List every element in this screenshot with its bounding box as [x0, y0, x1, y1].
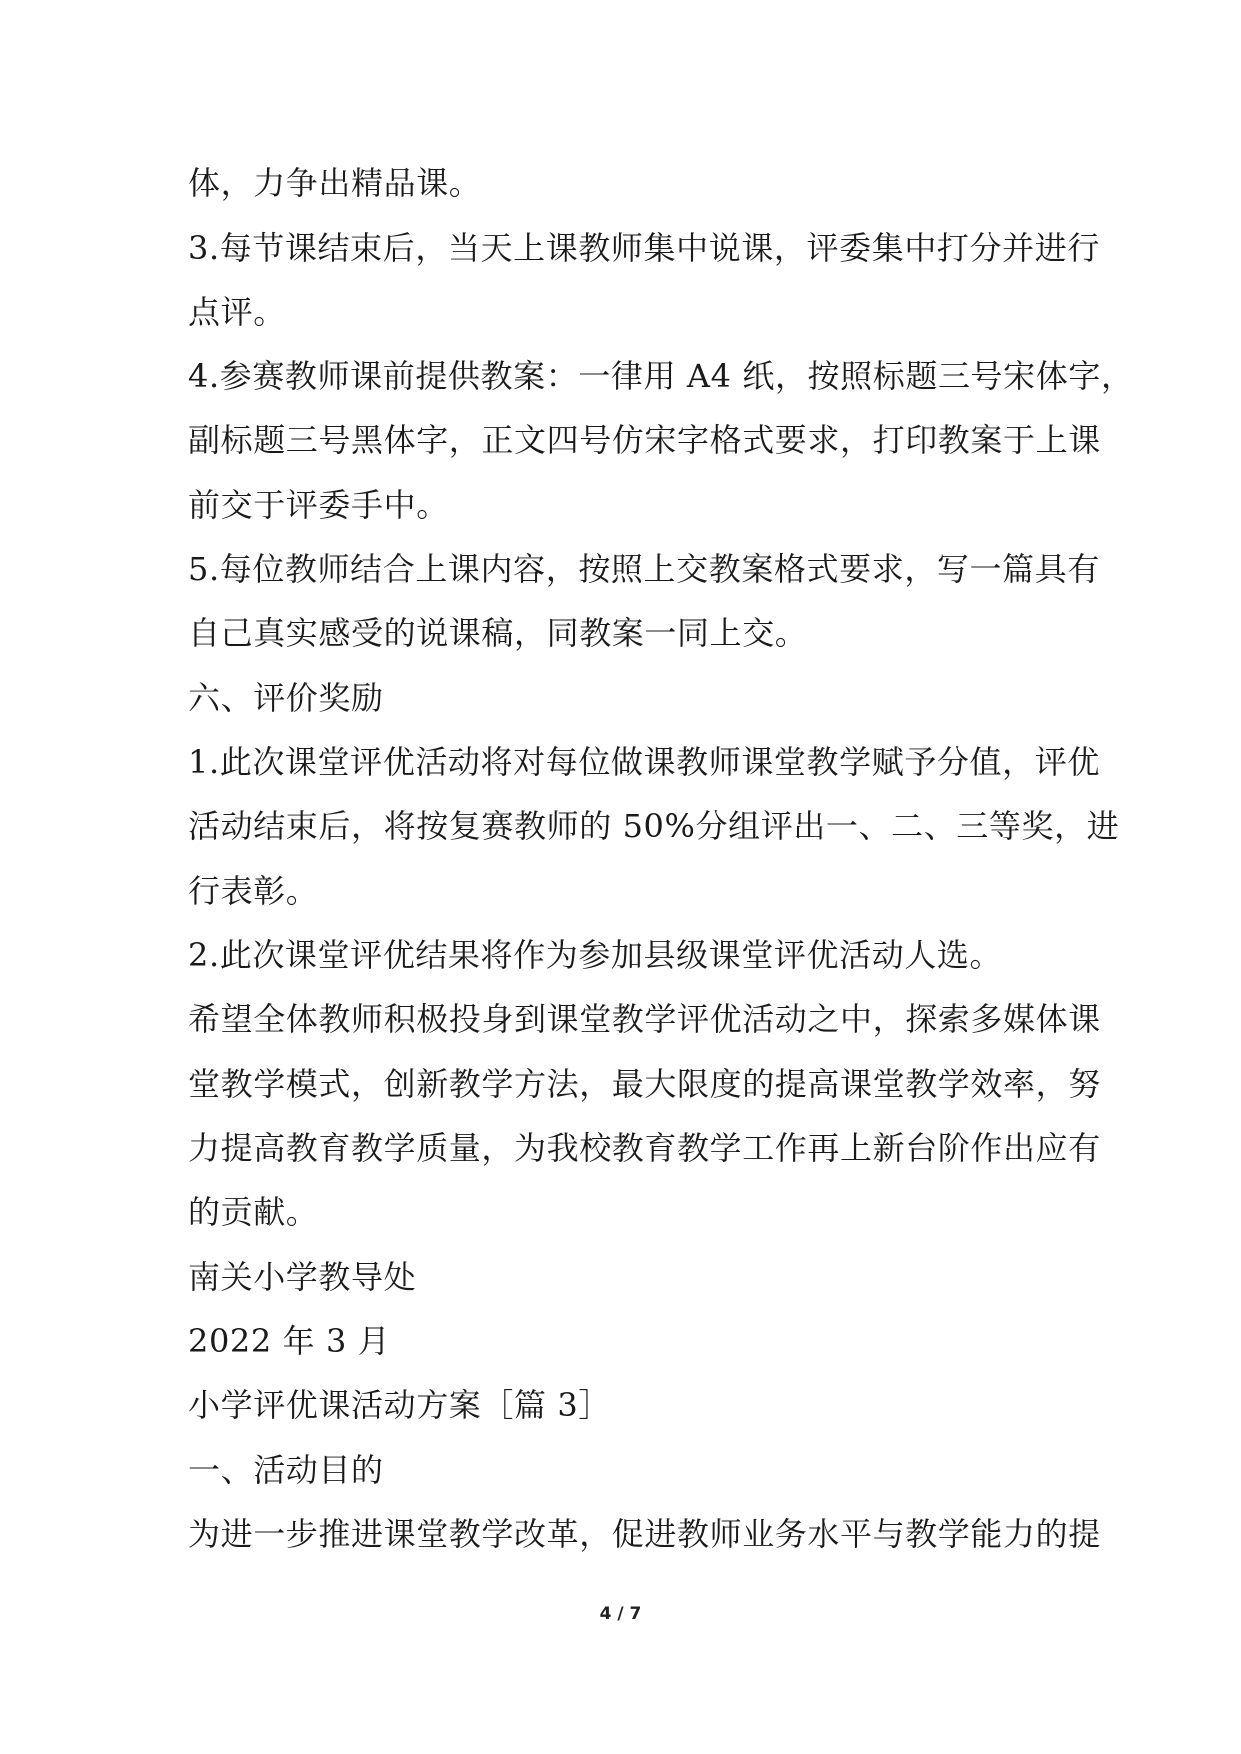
section-heading: 六、评价奖励: [188, 679, 384, 717]
text-line: 力提高教育教学质量，为我校教育教学工作再上新台阶作出应有: [188, 1129, 1101, 1167]
text-line: 副标题三号黑体字，正文四号仿宋字格式要求，打印教案于上课: [188, 421, 1101, 459]
text-line: 5.每位教师结合上课内容，按照上交教案格式要求，写一篇具有: [188, 550, 1100, 588]
section-heading: 一、活动目的: [188, 1451, 384, 1489]
page-number: 4 / 7: [599, 1604, 642, 1624]
document-title: 小学评优课活动方案［篇 3］: [188, 1386, 611, 1424]
text-line: 的贡献。: [188, 1193, 319, 1231]
text-line: 希望全体教师积极投身到课堂教学评优活动之中，探索多媒体课: [188, 1000, 1101, 1038]
signature-date: 2022 年 3 月: [188, 1322, 391, 1360]
text-line: 活动结束后，将按复赛教师的 50%分组评出一、二、三等奖，进: [188, 807, 1120, 845]
text-line: 自己真实感受的说课稿，同教案一同上交。: [188, 614, 808, 652]
text-line: 为进一步推进课堂教学改革，促进教师业务水平与教学能力的提: [188, 1515, 1101, 1553]
text-line: 3.每节课结束后，当天上课教师集中说课，评委集中打分并进行: [188, 229, 1100, 267]
text-line: 4.参赛教师课前提供教案：一律用 A4 纸，按照标题三号宋体字，: [188, 357, 1134, 395]
text-line: 前交于评委手中。: [188, 486, 449, 524]
text-line: 堂教学模式，创新教学方法，最大限度的提高课堂教学效率，努: [188, 1065, 1101, 1103]
text-line: 点评。: [188, 293, 286, 331]
signature-org: 南关小学教导处: [188, 1258, 417, 1296]
text-line: 体，力争出精品课。: [188, 164, 482, 202]
text-line: 1.此次课堂评优活动将对每位做课教师课堂教学赋予分值，评优: [188, 743, 1100, 781]
text-line: 行表彰。: [188, 872, 319, 910]
text-line: 2.此次课堂评优结果将作为参加县级课堂评优活动人选。: [188, 936, 1003, 974]
